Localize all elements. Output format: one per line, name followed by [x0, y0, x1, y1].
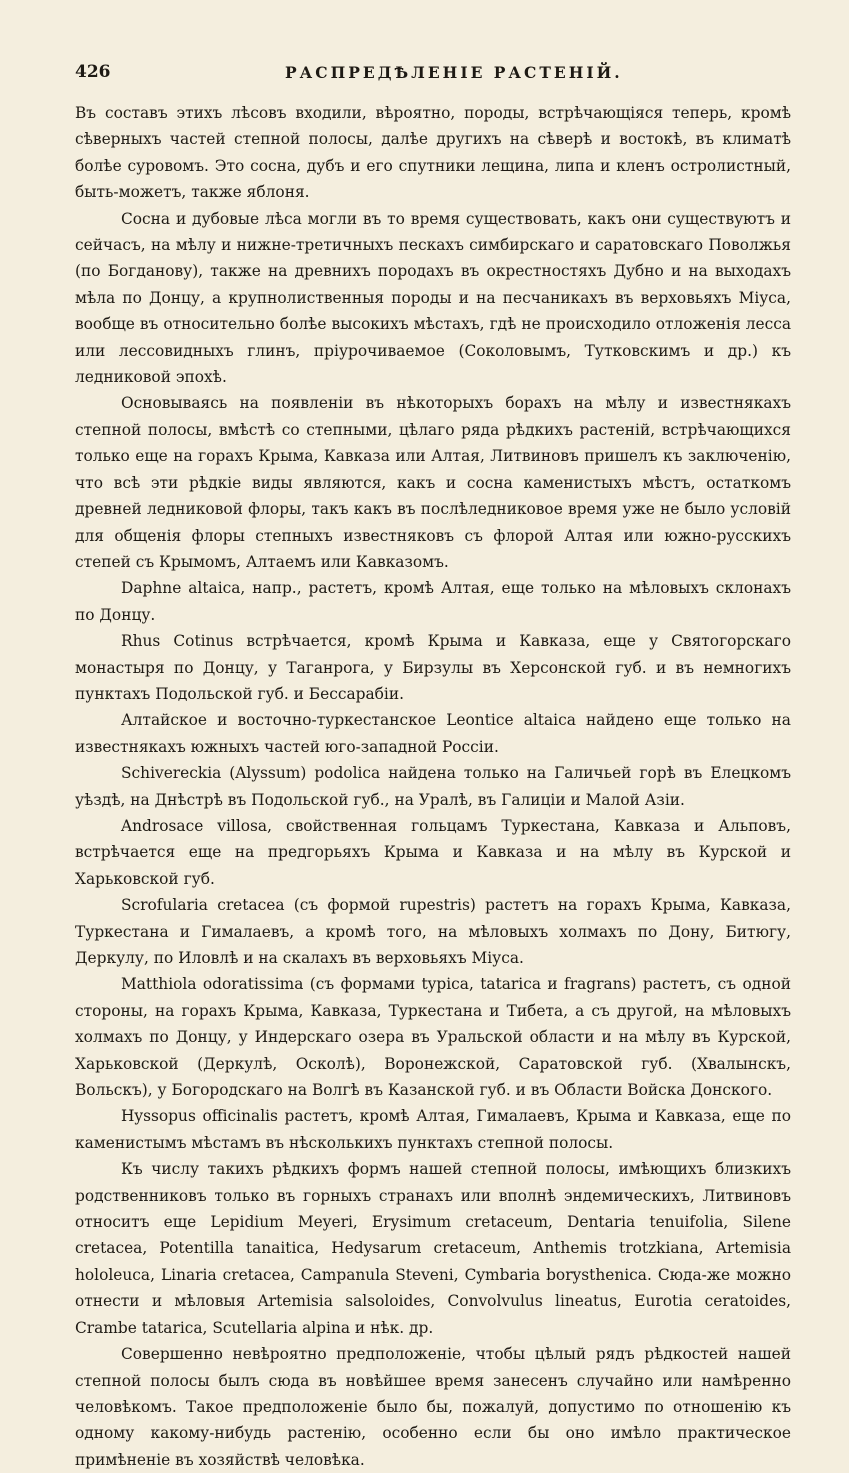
page-number: 426: [75, 62, 111, 82]
paragraph: Въ составъ этихъ лѣсовъ входили, вѣроятно, породы, встрѣчающіяся теперь, кромѣ сѣверныхъ частей степной полосы, далѣе другихъ на сѣверѣ и востокѣ, въ климатѣ болѣе суровомъ. Это сосна, дубъ и его спутники лещина, липа и кленъ остролистный, быть-можетъ, также яблоня.: [75, 104, 791, 202]
paragraph: Androsace villosa, свойственная гольцамъ Туркестана, Кавказа и Альповъ, встрѣчается еще на предгорьяхъ Крыма и Кавказа и на мѣлу въ Курской и Харьковской губ.: [75, 816, 791, 888]
paragraph: Къ числу такихъ рѣдкихъ формъ нашей степной полосы, имѣющихъ близкихъ родственниковъ только въ горныхъ странахъ или вполнѣ эндемическихъ, Литвиновъ относитъ еще Lepidium Meyeri, Erysimum cretaceum, Dentaria tenuifolia, Silene cretacea, Potentilla tanaitica, Hedysarum cretaceum, Anthemis trotzkiana, Artemisia hololeuca, Linaria cretacea, Campanula Steveni, Cymbaria borysthenica. Сюда-же можно отнести и мѣловыя Artemisia salsoloides, Convolvulus lineatus, Eurotia ceratoides, Crambe tatarica, Scutellaria alpina и нѣк. др.: [75, 1160, 791, 1337]
paragraph: Scrofularia cretacea (съ формой rupestris) растетъ на горахъ Крыма, Кавказа, Туркестана и Гималаевъ, а кромѣ того, на мѣловыхъ холмахъ по Дону, Битюгу, Деркулу, по Иловлѣ и на скалахъ въ верховьяхъ Міуса.: [75, 896, 791, 967]
book-page: [75, 62, 791, 1473]
page-header: [75, 62, 791, 88]
body-text: [75, 100, 791, 1473]
paragraph: Schivereckia (Alyssum) podolica найдена только на Галичьей горѣ въ Елецкомъ уѣздѣ, на Днѣстрѣ въ Подольской губ., на Уралѣ, въ Галиціи и Малой Азіи.: [75, 764, 791, 809]
paragraph: Rhus Cotinus встрѣчается, кромѣ Крыма и Кавказа, еще у Святогорскаго монастыря по Донцу, у Таганрога, у Бирзулы въ Херсонской губ. и въ немногихъ пунктахъ Подольской губ. и Бессарабіи.: [75, 632, 791, 703]
paragraph: Совершенно невѣроятно предположеніе, чтобы цѣлый рядъ рѣдкостей нашей степной полосы былъ сюда въ новѣйшее время занесенъ случайно или намѣренно человѣкомъ. Такое предположеніе было бы, пожалуй, допустимо по отношенію къ одному какому-нибудь растенію, особенно если бы оно имѣло практическое примѣненіе въ хозяйствѣ человѣка.: [75, 1345, 791, 1469]
running-title: РАСПРЕДѢЛЕНІЕ РАСТЕНІЙ.: [285, 63, 623, 82]
paragraph: Сосна и дубовые лѣса могли въ то время существовать, какъ они существуютъ и сейчасъ, на мѣлу и нижне-третичныхъ пескахъ симбирскаго и саратовскаго Поволжья (по Богданову), также на древнихъ породахъ въ окрестностяхъ Дубно и на выходахъ мѣла по Донцу, а крупнолиственныя породы и на песчаникахъ въ верховьяхъ Міуса, вообще въ относительно болѣе высокихъ мѣстахъ, гдѣ не происходило отложенія лесса или лессовидныхъ глинъ, пріурочиваемое (Соколовымъ, Тутковскимъ и др.) къ ледниковой эпохѣ.: [75, 209, 791, 387]
paragraph: Matthiola odoratissima (съ формами typica, tatarica и fragrans) растетъ, съ одной стороны, на горахъ Крыма, Кавказа, Туркестана и Тибета, а съ другой, на мѣловыхъ холмахъ по Донцу, у Индерскаго озера въ Уральской области и на мѣлу въ Курской, Харьковской (Деркулѣ, Осколѣ), Воронежской, Саратовской губ. (Хвалынскъ, Вольскъ), у Богородскаго на Волгѣ въ Казанской губ. и въ Области Войска Донского.: [75, 975, 791, 1100]
paragraph: Hyssopus officinalis растетъ, кромѣ Алтая, Гималаевъ, Крыма и Кавказа, еще по каменистымъ мѣстамъ въ нѣсколькихъ пунктахъ степной полосы.: [75, 1107, 791, 1152]
paragraph: Основываясь на появленіи въ нѣкоторыхъ борахъ на мѣлу и известнякахъ степной полосы, вмѣстѣ со степными, цѣлаго ряда рѣдкихъ растеній, встрѣчающихся только еще на горахъ Крыма, Кавказа или Алтая, Литвиновъ пришелъ къ заключенію, что всѣ эти рѣдкіе виды являются, какъ и сосна каменистыхъ мѣстъ, остаткомъ древней ледниковой флоры, такъ какъ въ послѣледниковое время уже не было условій для общенія флоры степныхъ известняковъ съ флорой Алтая или южно-русскихъ степей съ Крымомъ, Алтаемъ или Кавказомъ.: [75, 394, 791, 571]
paragraph: Алтайское и восточно-туркестанское Leontice altaica найдено еще только на известнякахъ южныхъ частей юго-западной Россіи.: [75, 711, 791, 756]
paragraph: Daphne altaica, напр., растетъ, кромѣ Алтая, еще только на мѣловыхъ склонахъ по Донцу.: [75, 579, 791, 624]
